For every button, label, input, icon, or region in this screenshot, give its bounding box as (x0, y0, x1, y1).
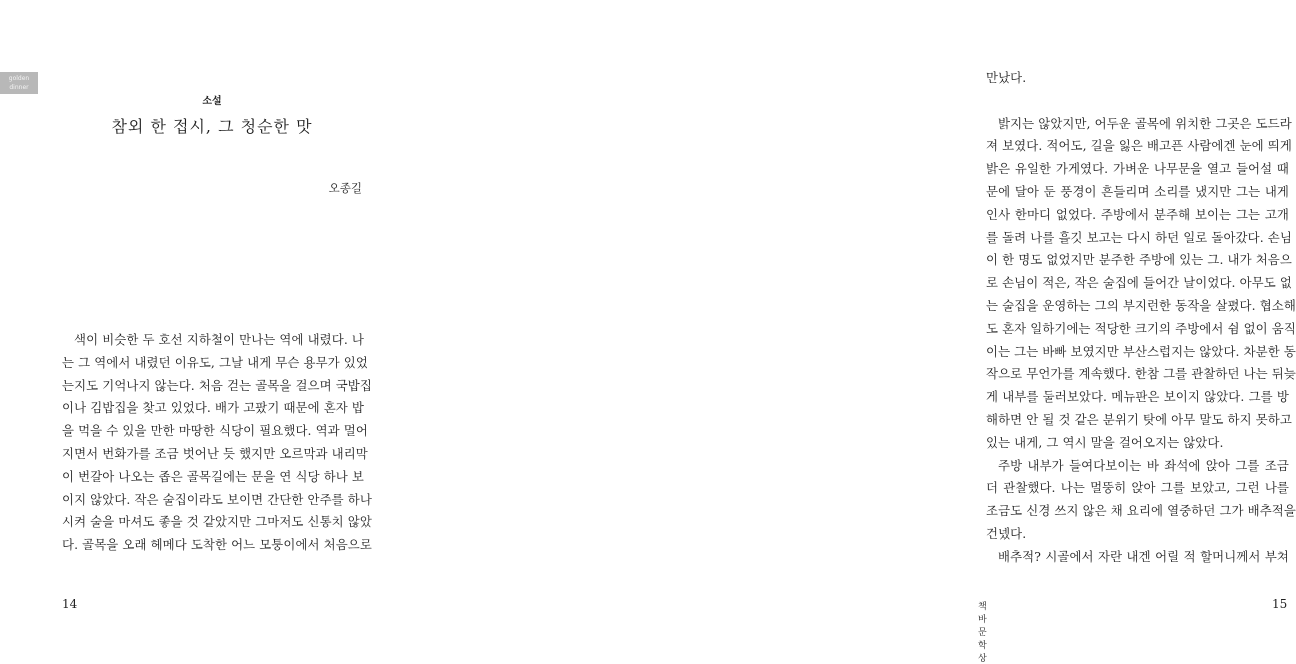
text-line: 조금도 신경 쓰지 않은 채 요리에 열중하던 그가 배추적을 (986, 503, 1296, 519)
text-line: 는 그 역에서 내렸던 이유도, 그날 내게 무슨 용무가 있었 (62, 354, 368, 370)
text-line: 지면서 번화가를 조금 벗어난 듯 했지만 오르막과 내리막 (62, 445, 368, 461)
text-line: 더 관찰했다. 나는 멀뚱히 앉아 그를 보았고, 그런 나를 (986, 480, 1289, 496)
text-line: 밝은 유일한 가게였다. 가벼운 나무문을 열고 들어설 때 (986, 161, 1289, 177)
text-line: 시켜 술을 마셔도 좋을 것 같았지만 그마저도 신통치 않았 (62, 514, 372, 530)
text-line: 밝지는 않았지만, 어두운 골목에 위치한 그곳은 도드라 (998, 115, 1292, 131)
text-line: 로 손님이 적은, 작은 술집에 들어간 날이었다. 아무도 없 (986, 275, 1292, 291)
story-title: 참외 한 접시, 그 청순한 맛 (111, 117, 313, 136)
section-tab-line2: dinner (9, 84, 29, 91)
text-line: 이 번갈아 나오는 좁은 골목길에는 문을 연 식당 하나 보 (62, 468, 364, 484)
text-line: 이는 그는 바빠 보였지만 부산스럽지는 않았다. 차분한 동 (986, 343, 1296, 359)
page-number-right: 15 (1272, 597, 1288, 611)
text-line: 게 내부를 둘러보았다. 메뉴판은 보이지 않았다. 그를 방 (986, 389, 1289, 405)
text-line: 이지 않았다. 작은 술집이라도 보이면 간단한 안주를 하나 (62, 491, 372, 507)
text-line: 을 먹을 수 있을 만한 마땅한 식당이 필요했다. 역과 멀어 (62, 423, 368, 439)
story-body-left (62, 329, 372, 557)
text-line: 져 보였다. 적어도, 길을 잃은 배고픈 사람에겐 눈에 띄게 (986, 138, 1292, 154)
text-line: 도 혼자 일하기에는 적당한 크기의 주방에서 쉼 없이 움직 (986, 320, 1296, 336)
text-line: 주방 내부가 들여다보이는 바 좌석에 앉아 그를 조금 (998, 457, 1289, 473)
text-line: 인사 한마디 없었다. 주방에서 분주해 보이는 그는 고개 (986, 206, 1289, 222)
text-line: 다. 골목을 오래 헤메다 도착한 어느 모퉁이에서 처음으로 (62, 537, 372, 553)
story-body-right (986, 67, 1296, 569)
text-line: 만났다. (986, 70, 1027, 85)
page-number-left: 14 (62, 597, 78, 611)
text-line: 를 돌려 나를 흘깃 보고는 다시 하던 일로 돌아갔다. 손님 (986, 229, 1292, 245)
text-line: 작으로 무언가를 계속했다. 한참 그를 관찰하던 나는 뒤늦 (986, 366, 1296, 382)
text-line: 색이 비슷한 두 호선 지하철이 만나는 역에 내렸다. 나 (74, 332, 364, 347)
text-line: 는 술집을 운영하는 그의 부지런한 동작을 살폈다. 협소해 (986, 297, 1296, 313)
right-page (450, 0, 1296, 664)
text-line: 배추적? 시골에서 자란 내겐 어릴 적 할머니께서 부쳐 (998, 548, 1289, 564)
text-line: 해하면 안 될 것 같은 분위기 탓에 아무 말도 하지 못하고 (986, 411, 1292, 427)
text-line: 이나 김밥집을 찾고 있었다. 배가 고팠기 때문에 혼자 밥 (62, 400, 364, 416)
author-name: 오종길 (328, 181, 362, 195)
text-line: 건넸다. (986, 525, 1027, 541)
paragraph-gap (986, 90, 1289, 113)
section-tab-line1: golden (8, 75, 30, 82)
left-page (0, 0, 450, 661)
text-line: 문에 달아 둔 풍경이 흔들리며 소리를 냈지만 그는 내게 (986, 183, 1289, 199)
text-line: 는지도 기억나지 않는다. 처음 걷는 골목을 걸으며 국밥집 (62, 377, 372, 393)
category-label: 소설 (202, 96, 222, 107)
running-footer: 책바 문학상 (978, 602, 987, 664)
text-line: 이 한 명도 없었지만 분주한 주방에 있는 그. 내가 처음으 (986, 252, 1292, 268)
text-line: 있는 내게, 그 역시 말을 걸어오지는 않았다. (986, 434, 1224, 450)
